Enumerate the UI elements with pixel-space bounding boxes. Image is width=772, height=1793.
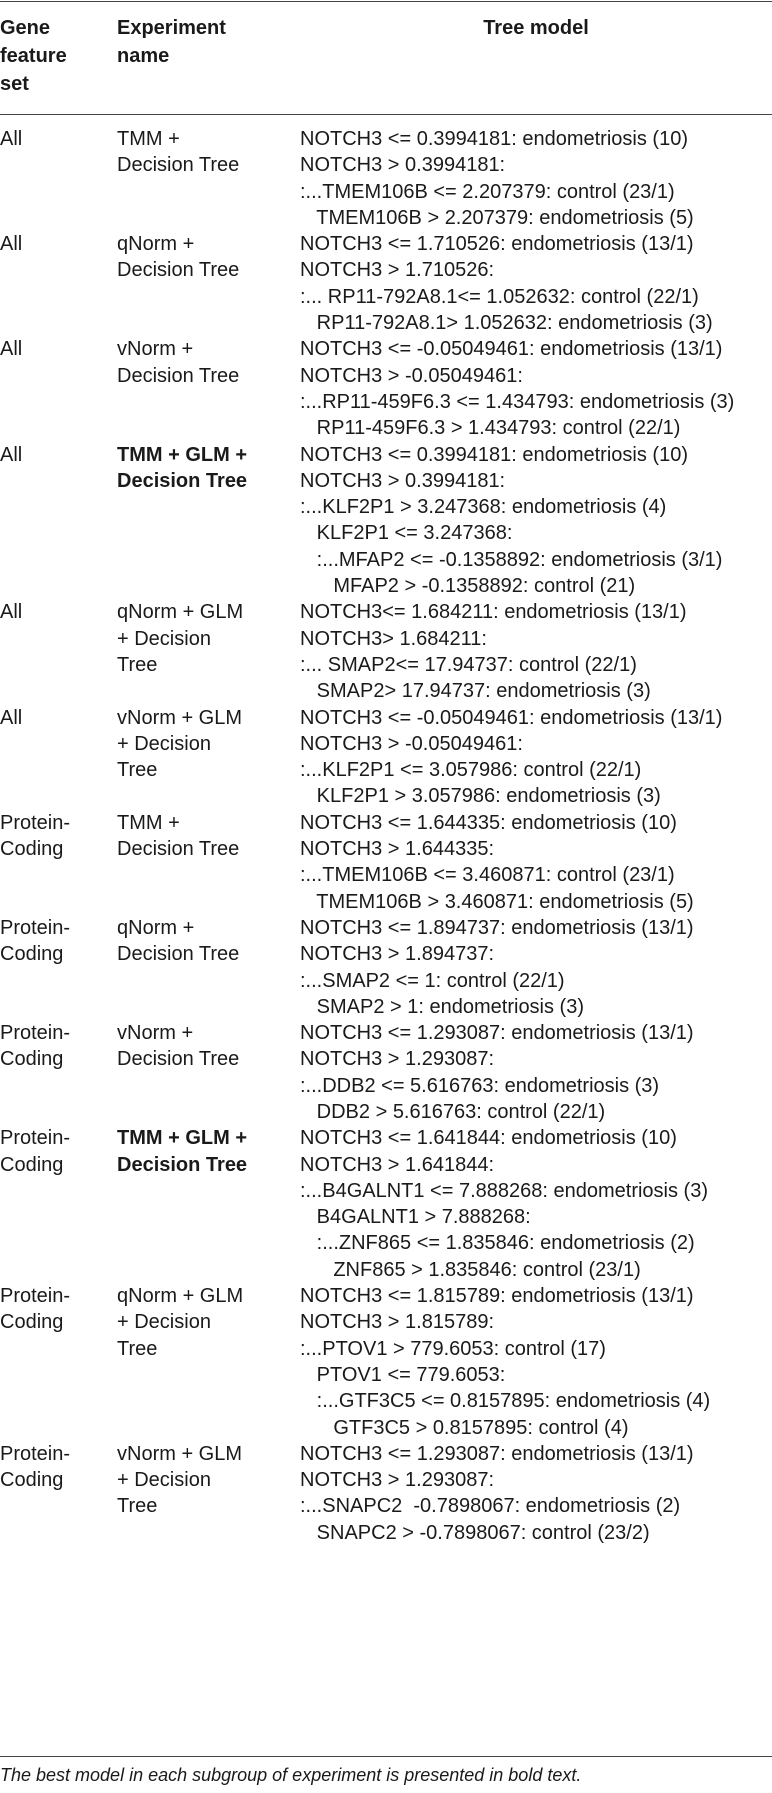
cell-gene-feature-set: All [0,601,23,624]
tree-rule-line: NOTCH3 > 1.293087: [300,1469,494,1492]
table-row [0,126,772,231]
tree-rule-line: :...GTF3C5 <= 0.8157895: endometriosis (4) [300,1390,711,1413]
tree-rule-line: :...DDB2 <= 5.616763: endometriosis (3) [300,1074,660,1097]
tree-rule-line: :...PTOV1 > 779.6053: control (17) [300,1337,606,1360]
cell-experiment-name: qNorm + GLM + Decision Tree [117,1285,244,1360]
tree-rule-line: NOTCH3<= 1.684211: endometriosis (13/1) [300,601,687,624]
cell-gene-feature-set: All [0,706,23,729]
tree-rule-line: :...KLF2P1 > 3.247368: endometriosis (4) [300,496,667,519]
cell-tree-model [300,336,772,441]
cell-gene-feature-set: Protein- Coding [0,1127,71,1176]
table-bottom-rule [0,1756,772,1757]
cell-experiment-name: TMM + GLM + Decision Tree [117,1127,248,1176]
tree-rule-line: :...KLF2P1 <= 3.057986: control (22/1) [300,759,642,782]
cell-experiment-name: vNorm + Decision Tree [117,1022,240,1071]
tree-rule-line: MFAP2 > -0.1358892: control (21) [300,575,636,598]
tree-rule-line: NOTCH3> 1.684211: [300,627,487,650]
tree-rule-line: NOTCH3 > 0.3994181: [300,469,506,492]
cell-tree-model [300,231,772,336]
cell-tree-model [300,599,772,704]
tree-rule-line: :...RP11-459F6.3 <= 1.434793: endometriosis (3) [300,390,735,413]
cell-gene-feature-set: Protein- Coding [0,1285,71,1334]
table-row [0,1441,772,1546]
cell-tree-model [300,1020,772,1125]
cell-tree-model [300,915,772,1020]
tree-rule-line: :...B4GALNT1 <= 7.888268: endometriosis (3) [300,1179,708,1202]
cell-tree-model [300,126,772,231]
tree-rule-line: NOTCH3 > 1.641844: [300,1153,494,1176]
tree-rule-line: NOTCH3 <= -0.05049461: endometriosis (13/1) [300,338,723,361]
tree-rule-line: GTF3C5 > 0.8157895: control (4) [300,1416,629,1439]
tree-rule-line: DDB2 > 5.616763: control (22/1) [300,1101,606,1123]
table-row [0,442,772,600]
table-row [0,1125,772,1283]
table-row [0,336,772,441]
header-tree-model: Tree model [483,17,589,39]
cell-experiment-name: qNorm + Decision Tree [117,916,240,966]
tree-rule-line: NOTCH3 > 0.3994181: [300,154,506,177]
table-row [0,915,772,1020]
header-experiment-name: Experiment name [117,17,226,67]
tree-rule-line: NOTCH3 > 1.644335: [300,838,494,861]
cell-experiment-name: vNorm + GLM + Decision Tree [117,706,243,782]
cell-tree-model [300,442,772,600]
cell-tree-model [300,705,772,810]
cell-experiment-name: TMM + Decision Tree [117,128,240,177]
header-rule [0,114,772,115]
cell-experiment-name: vNorm + GLM + Decision Tree [117,1442,243,1518]
cell-gene-feature-set: Protein- Coding [0,1022,71,1071]
tree-rule-line: NOTCH3 <= -0.05049461: endometriosis (13/1) [300,706,723,729]
tree-rule-line: RP11-459F6.3 > 1.434793: control (22/1) [300,417,681,440]
tree-rule-line: NOTCH3 <= 1.293087: endometriosis (13/1) [300,1022,694,1045]
cell-tree-model [300,1283,772,1441]
tree-rule-line: NOTCH3 <= 1.641844: endometriosis (10) [300,1127,677,1150]
tree-rule-line: :... SMAP2<= 17.94737: control (22/1) [300,653,637,676]
tree-rule-line: NOTCH3 > 1.894737: [300,943,494,966]
cell-gene-feature-set: All [0,443,23,466]
cell-tree-model [300,1441,772,1546]
cell-tree-model [300,810,772,915]
table-row [0,1020,772,1125]
table-row [0,705,772,810]
tree-rule-line: :...MFAP2 <= -0.1358892: endometriosis (3/1) [300,548,723,571]
tree-rule-line: B4GALNT1 > 7.888268: [300,1206,531,1229]
tree-rule-line: :...SMAP2 <= 1: control (22/1) [300,969,565,992]
table-row [0,231,772,336]
cell-gene-feature-set: All [0,128,23,150]
tree-rule-line: :...ZNF865 <= 1.835846: endometriosis (2) [300,1232,695,1255]
tree-rule-line: NOTCH3 <= 1.293087: endometriosis (13/1) [300,1442,694,1465]
tree-rule-line: :...TMEM106B <= 3.460871: control (23/1) [300,864,675,887]
tree-rule-line: NOTCH3 > 1.815789: [300,1311,494,1334]
tree-rule-line: NOTCH3 <= 1.644335: endometriosis (10) [300,811,677,834]
cell-gene-feature-set: All [0,338,23,361]
tree-rule-line: NOTCH3 > -0.05049461: [300,364,523,387]
tree-rule-line: TMEM106B > 3.460871: endometriosis (5) [300,890,694,913]
tree-rule-line: NOTCH3 <= 1.815789: endometriosis (13/1) [300,1285,694,1308]
tree-rule-line: RP11-792A8.1> 1.052632: endometriosis (3) [300,312,713,335]
cell-gene-feature-set: Protein- Coding [0,916,71,966]
tree-rule-line: NOTCH3 > -0.05049461: [300,732,523,755]
tree-rule-line: KLF2P1 > 3.057986: endometriosis (3) [300,785,661,808]
table-row [0,599,772,704]
cell-gene-feature-set: Protein- Coding [0,811,71,861]
tree-rule-line: :...TMEM106B <= 2.207379: control (23/1) [300,180,675,203]
tree-rule-line: SMAP2 > 1: endometriosis (3) [300,995,585,1018]
header-gene-feature-set: Gene feature set [0,17,67,95]
tree-rule-line: NOTCH3 > 1.710526: [300,259,494,282]
cell-tree-model [300,1125,772,1283]
tree-rule-line: NOTCH3 <= 1.894737: endometriosis (13/1) [300,916,694,939]
tree-rule-line: NOTCH3 <= 0.3994181: endometriosis (10) [300,128,688,150]
tree-rule-line: TMEM106B > 2.207379: endometriosis (5) [300,206,694,229]
cell-gene-feature-set: Protein- Coding [0,1442,71,1492]
table-caption: The best model in each subgroup of experiment is presented in bold text. [0,1765,582,1785]
tree-rule-line: SNAPC2 > -0.7898067: control (23/2) [300,1521,650,1544]
tree-rule-line: PTOV1 <= 779.6053: [300,1363,506,1386]
cell-experiment-name: qNorm + GLM + Decision Tree [117,601,244,676]
tree-rule-line: :... RP11-792A8.1<= 1.052632: control (22/1) [300,285,699,308]
cell-experiment-name: TMM + GLM + Decision Tree [117,443,248,492]
tree-rule-line: NOTCH3 <= 0.3994181: endometriosis (10) [300,443,688,466]
cell-experiment-name: vNorm + Decision Tree [117,338,240,387]
table-top-rule [0,1,772,2]
tree-rule-line: NOTCH3 > 1.293087: [300,1048,494,1071]
table-body [0,126,772,1546]
tree-rule-line: ZNF865 > 1.835846: control (23/1) [300,1258,641,1281]
cell-gene-feature-set: All [0,233,23,256]
cell-experiment-name: qNorm + Decision Tree [117,233,240,282]
cell-experiment-name: TMM + Decision Tree [117,811,240,861]
tree-rule-line: SMAP2> 17.94737: endometriosis (3) [300,680,651,703]
tree-rule-line: :...SNAPC2 -0.7898067: endometriosis (2) [300,1495,681,1518]
tree-rule-line: NOTCH3 <= 1.710526: endometriosis (13/1) [300,233,694,256]
tree-rule-line: KLF2P1 <= 3.247368: [300,522,513,545]
table-row [0,810,772,915]
table-row [0,1283,772,1441]
